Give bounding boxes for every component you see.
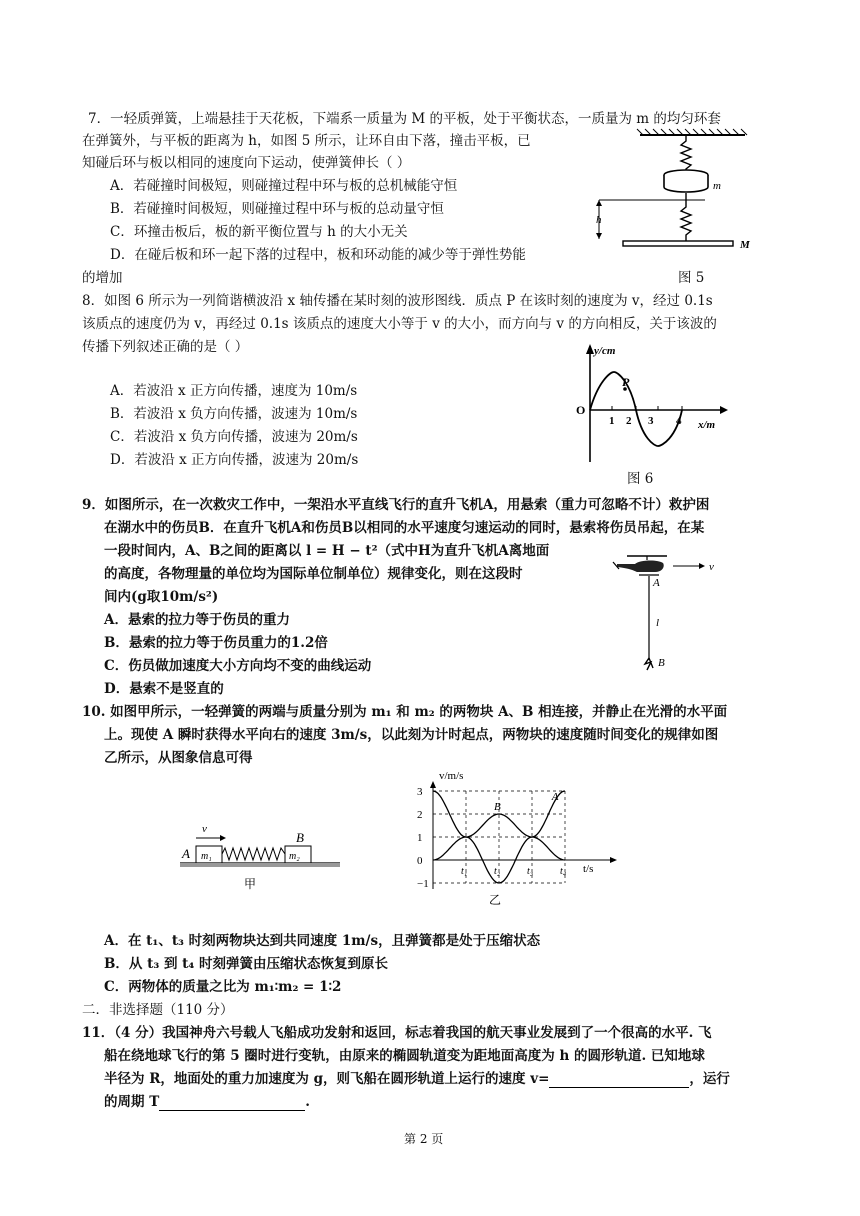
- fig6-tick-3: 3: [648, 415, 654, 427]
- q10-option-b: B．从 t₃ 到 t₄ 时刻弹簧由压缩状态恢复到原长: [104, 956, 389, 972]
- q9-line3: 一段时间内，A、B之间的距离以 l = H − t²（式中H为直升飞机A离地面: [104, 543, 550, 559]
- q7-line3: 知碰后环与板以相同的速度向下运动，使弹簧伸长（ ）: [82, 155, 411, 171]
- fig5-caption: 图 5: [678, 270, 705, 286]
- q8-line3: 传播下列叙述正确的是（ ）: [82, 339, 249, 355]
- q11-line3-text: 半径为 R，地面处的重力加速度为 g，则飞船在圆形轨道上运行的速度 v=: [104, 1071, 550, 1087]
- q7-option-d: D．在碰后板和环一起下落的过程中，板和环动能的减少等于弹性势能: [110, 247, 526, 263]
- q11-line3: [104, 1070, 730, 1088]
- fig5-label-M: M: [740, 239, 750, 251]
- fig5-label-h: h: [596, 214, 602, 226]
- q8-option-d: D．若波沿 x 正方向传播，波速为 20m/s: [110, 452, 359, 468]
- fig6-ylabel: y/cm: [594, 345, 616, 357]
- q8-option-b: B．若波沿 x 负方向传播，波速为 10m/s: [110, 406, 358, 422]
- page-footer: 第 2 页: [404, 1132, 444, 1146]
- jia-label-m2: m₂: [289, 851, 300, 862]
- jia-label-B: B: [296, 830, 304, 845]
- q11-line2: 船在绕地球飞行的第 5 圈时进行变轨，由原来的椭圆轨道变为距地面高度为 h 的圆形轨道. 已知地球: [104, 1048, 705, 1064]
- q8-option-a: A．若波沿 x 正方向传播，速度为 10m/s: [110, 383, 358, 399]
- yi-y-axis-arrow: [430, 781, 436, 788]
- figure-helicopter: [605, 550, 730, 675]
- q9-line4: 的高度，各物理量的单位均为国际单位制单位）规律变化，则在这段时: [104, 566, 523, 582]
- q7-option-b: B．若碰撞时间极短，则碰撞过程中环与板的总动量守恒: [110, 201, 444, 217]
- q8-line2: 该质点的速度仍为 v，再经过 0.1s 该质点的速度大小等于 v 的大小，而方向与 v 的方向相反，关于该波的: [82, 316, 717, 332]
- jia-caption: 甲: [244, 877, 257, 891]
- q7-option-a: A．若碰撞时间极短，则碰撞过程中环与板的总机械能守恒: [110, 178, 458, 194]
- q7-line2: 在弹簧外，与平板的距离为 h，如图 5 所示，让环自由下落，撞击平板，已: [82, 133, 531, 149]
- yi-ytick-label: 3: [417, 786, 423, 798]
- q11-line3-end: ，运行: [689, 1071, 730, 1087]
- yi-xtick-label: t₁: [461, 866, 468, 877]
- heli-label-l: l: [656, 617, 660, 629]
- q10-line3: 乙所示，从图象信息可得: [104, 750, 253, 766]
- q11-answer-period-blank[interactable]: [159, 1096, 305, 1111]
- fig6-origin: O: [576, 403, 586, 417]
- q9-line5: 间内(g取10m/s²): [104, 589, 219, 605]
- q11-answer-velocity-blank[interactable]: [549, 1073, 689, 1088]
- yi-xtick-label: t₂: [494, 866, 501, 877]
- q8-line1: 8．如图 6 所示为一列简谐横波沿 x 轴传播在某时刻的波形图线．质点 P 在该时刻的速度为 v，经过 0.1s: [82, 293, 713, 309]
- q11-line4-text: 的周期 T: [104, 1094, 160, 1110]
- yi-ytick-label: 2: [417, 809, 423, 821]
- yi-caption: 乙: [489, 893, 502, 907]
- q9-line2: 在湖水中的伤员B．在直升飞机A和伤员B以相同的水平速度匀速运动的同时，悬索将伤员吊起，在某: [104, 520, 705, 536]
- figure-6-wave: [576, 342, 730, 467]
- q8-option-c: C．若波沿 x 负方向传播，波速为 20m/s: [110, 429, 358, 445]
- fig6-tick-1: 1: [609, 415, 615, 427]
- yi-ytick-label: 0: [417, 855, 423, 867]
- q11-line4: [104, 1093, 310, 1111]
- q7-option-c: C．环撞击板后，板的新平衡位置与 h 的大小无关: [110, 224, 408, 240]
- q9-line1: 9．如图所示，在一次救灾工作中，一架沿水平直线飞行的直升飞机A，用悬索（重力可忽略不计）救护困: [82, 497, 710, 513]
- heli-label-B: B: [658, 657, 665, 669]
- q9-option-c: C．伤员做加速度大小方向均不变的曲线运动: [104, 658, 372, 674]
- yi-xtick-label: t₃: [527, 866, 534, 877]
- jia-label-v: v: [202, 823, 207, 835]
- yi-curve-label-A: A: [551, 791, 559, 804]
- yi-ytick-label: 1: [417, 832, 423, 844]
- q9-option-a: A．悬索的拉力等于伤员的重力: [104, 612, 290, 628]
- q9-option-d: D．悬索不是竖直的: [104, 681, 224, 697]
- yi-ylabel: v/m/s: [439, 770, 464, 782]
- fig6-tick-2: 2: [626, 415, 632, 427]
- q11-line4-end: .: [305, 1094, 310, 1110]
- yi-xlabel: t/s: [583, 863, 594, 875]
- yi-xtick-label: t₄: [560, 866, 567, 877]
- yi-x-axis-arrow: [610, 857, 617, 863]
- q9-option-b: B．悬索的拉力等于伤员重力的1.2倍: [104, 635, 328, 651]
- q10-line1: 10. 如图甲所示，一轻弹簧的两端与质量分别为 m₁ 和 m₂ 的两物块 A、B 相连接，并静止在光滑的水平面: [82, 704, 728, 720]
- figure-yi-velocity-chart: [395, 768, 610, 908]
- fig6-point-P: P: [622, 375, 630, 389]
- q7-line-end: 的增加: [82, 270, 123, 286]
- yi-curve-label-B: B: [494, 801, 501, 813]
- q11-line1: 11．（4 分）我国神舟六号载人飞船成功发射和返回，标志着我国的航天事业发展到了一个很高的水平. 飞: [82, 1025, 712, 1041]
- section-2-heading: 二．非选择题（110 分）: [82, 1002, 234, 1018]
- fig6-caption: 图 6: [627, 471, 654, 487]
- fig6-xlabel: x/m: [698, 419, 716, 431]
- heli-label-v: v: [709, 561, 714, 573]
- jia-label-m1: m₁: [201, 851, 212, 862]
- fig6-tick-4: 4: [676, 415, 682, 427]
- jia-label-A: A: [182, 846, 190, 861]
- heli-label-A: A: [653, 577, 660, 589]
- yi-ytick-label: −1: [417, 878, 429, 890]
- q10-option-c: C．两物体的质量之比为 m₁∶m₂ = 1∶2: [104, 979, 342, 995]
- q10-line2: 上。现使 A 瞬时获得水平向右的速度 3m/s，以此刻为计时起点，两物块的速度随时间变化的规律如图: [104, 727, 719, 743]
- figure-jia-spring-blocks: [178, 818, 343, 898]
- q7-line1: 7．一轻质弹簧，上端悬挂于天花板，下端系一质量为 M 的平板，处于平衡状态，一质量为 m 的均匀环套: [88, 111, 721, 127]
- q10-option-a: A．在 t₁、t₃ 时刻两物块达到共同速度 1m/s，且弹簧都是处于压缩状态: [104, 933, 541, 949]
- fig5-label-m: m: [713, 180, 721, 192]
- figure-5-spring: [585, 127, 765, 287]
